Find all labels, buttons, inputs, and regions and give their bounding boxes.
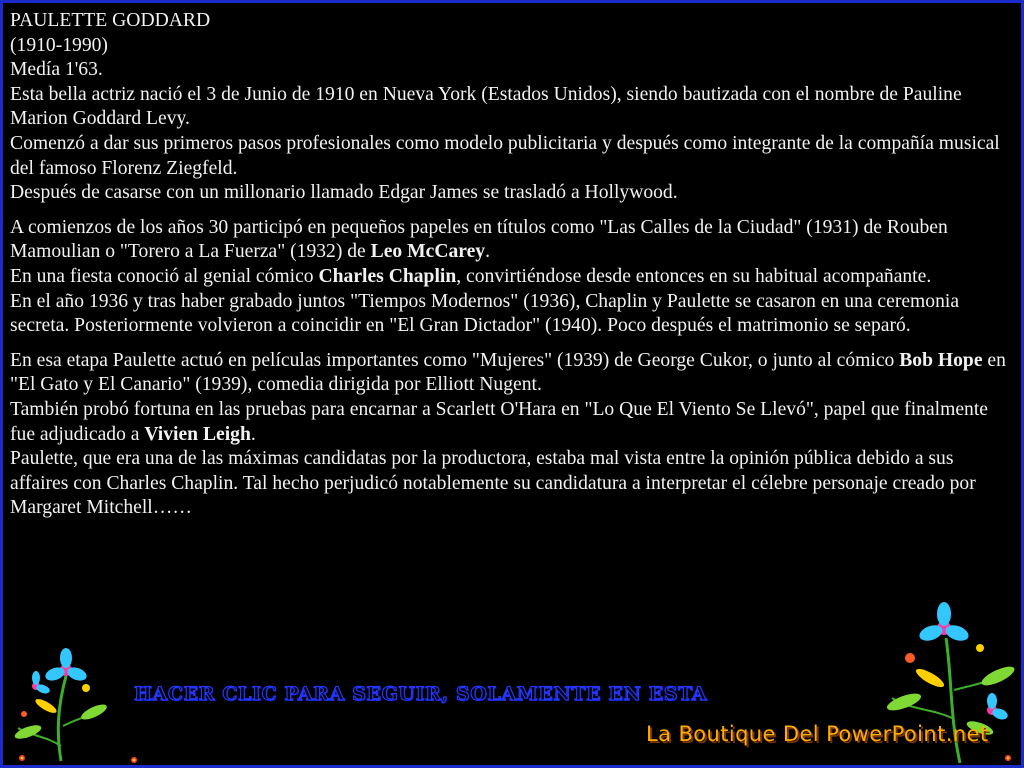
small-flower-icon: [128, 754, 140, 766]
birth-paragraph: Esta bella actriz nació el 3 de Junio de 1910 en Nueva York (Estados Unidos), siendo bautizada con el nombre de Pauline Marion Goddard Levy.: [10, 83, 962, 130]
chaplin-name: Charles Chaplin: [318, 265, 457, 287]
bob-hope-name: Bob Hope: [899, 349, 983, 371]
scarlett-paragraph: También probó fortuna en las pruebas para encarnar a Scarlett O'Hara en "Lo Que El Viento Se Llevó", papel que finalmente fue adjudicado a Vivien Leigh.: [10, 398, 988, 445]
chaplin-meeting-paragraph: En una fiesta conoció al genial cómico Charles Chaplin, convirtiéndose desde entonces en su habitual acompañante.: [10, 265, 932, 287]
small-flower-icon: [1002, 752, 1014, 764]
biography-text: [10, 9, 1010, 521]
candidacy-paragraph: Paulette, que era una de las máximas candidatas por la productora, estaba mal vista entre la opinión pública debido a sus affaires con Charles Chaplin. Tal hecho perjudicó notablemente su candidatura a interpretar el célebre personaje creado por Margaret Mitchell……: [10, 448, 976, 519]
leo-mccarey-name: Leo McCarey: [370, 241, 486, 263]
height-line: Medía 1'63.: [10, 59, 103, 81]
films-paragraph: En esa etapa Paulette actuó en películas importantes como "Mujeres" (1939) de George Cukor, o junto al cómico Bob Hope en "El Gato y El Canario" (1939), comedia dirigida por Elliott Nugent.: [10, 349, 1006, 396]
career-start-paragraph: Comenzó a dar sus primeros pasos profesionales como modelo publicitaria y después como integrante de la compañía musical del famoso Florenz Ziegfeld.: [10, 132, 1000, 179]
continue-click-prompt[interactable]: HACER CLIC PARA SEGUIR, SOLAMENTE EN ESTA: [134, 683, 708, 705]
years-line: (1910-1990): [10, 34, 108, 56]
small-flower-icon: [16, 752, 28, 764]
thirties-paragraph: A comienzos de los años 30 participó en pequeños papeles en títulos como "Las Calles de la Ciudad" (1931) de Rouben Mamoulian o "Torero a La Fuerza" (1932) de Leo McCarey.: [10, 216, 948, 263]
marriage-paragraph: En el año 1936 y tras haber grabado juntos "Tiempos Modernos" (1936), Chaplin y Paulette se casaron en una ceremonia secreta. Posteriormente volvieron a coincidir en "El Gran Dictador" (1940). Poco después el matrimonio se separó.: [10, 290, 960, 337]
flower-left-icon: [6, 636, 116, 764]
name-line: PAULETTE GODDARD: [10, 10, 211, 31]
brand-watermark: La Boutique Del PowerPoint.net: [646, 722, 989, 746]
hollywood-paragraph: Después de casarse con un millonario llamado Edgar James se trasladó a Hollywood.: [10, 182, 678, 204]
vivien-leigh-name: Vivien Leigh: [144, 423, 251, 445]
